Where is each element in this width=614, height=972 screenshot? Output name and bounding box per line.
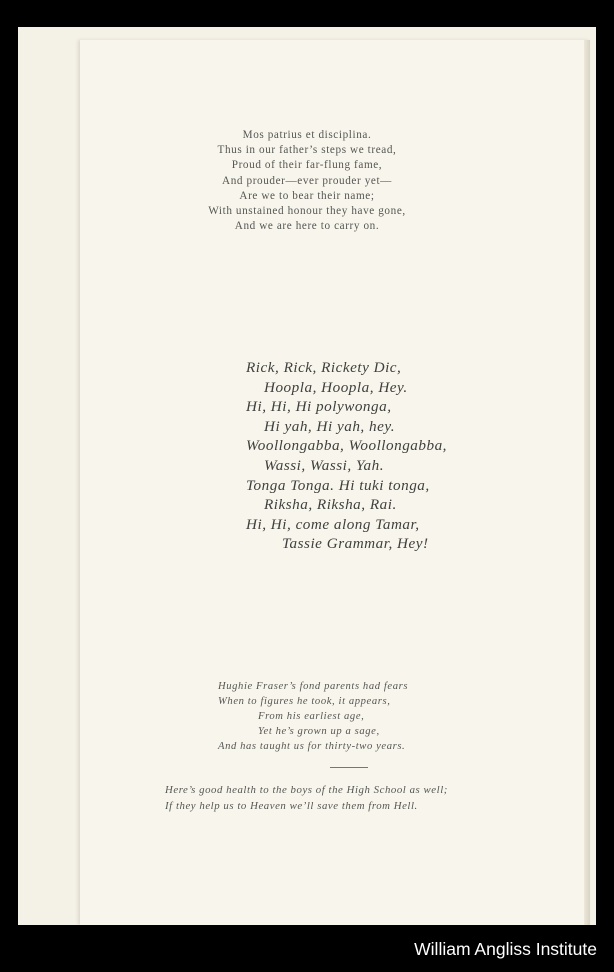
verse-line: Are we to bear their name;	[239, 189, 375, 202]
limerick-line: When to figures he took, it appears,	[218, 696, 391, 707]
chant-line: Hi, Hi, come along Tamar,	[246, 515, 420, 533]
verse-line: Proud of their far-flung fame,	[231, 159, 383, 172]
toast-line: If they help us to Heaven we’ll save them from Hell.	[165, 799, 418, 812]
chant-line: Riksha, Riksha, Rai.	[264, 496, 397, 514]
verse-line: And prouder—ever prouder yet—	[222, 174, 392, 187]
section-divider	[330, 767, 368, 768]
school-war-cry	[246, 358, 447, 554]
verse-line: Thus in our father’s steps we tread,	[217, 144, 397, 157]
limerick-verse	[218, 679, 408, 754]
verse-line: Mos patrius et disciplina.	[242, 129, 372, 141]
chant-line: Hoopla, Hoopla, Hey.	[264, 378, 408, 396]
chant-line: Rick, Rick, Rickety Dic,	[246, 359, 402, 376]
chant-line: Hi yah, Hi yah, hey.	[264, 417, 396, 435]
verse-line: With unstained honour they have gone,	[208, 205, 406, 218]
limerick-line: And has taught us for thirty-two years.	[218, 741, 406, 752]
limerick-line: Hughie Fraser’s fond parents had fears	[218, 681, 409, 692]
toast-line: Here’s good health to the boys of the High School as well;	[165, 784, 448, 796]
limerick-line: Yet he’s grown up a sage,	[258, 726, 380, 737]
limerick-line: From his earliest age,	[258, 711, 365, 722]
school-motto-verse	[18, 128, 596, 234]
chant-line: Tassie Grammar, Hey!	[282, 535, 429, 553]
scanned-page	[18, 27, 596, 925]
chant-line: Woollongabba, Woollongabba,	[246, 437, 447, 455]
chant-line: Hi, Hi, Hi polywonga,	[246, 398, 392, 416]
chant-line: Tonga Tonga. Hi tuki tonga,	[246, 476, 430, 494]
verse-line: And we are here to carry on.	[234, 220, 380, 233]
toast-couplet	[165, 783, 448, 815]
chant-line: Wassi, Wassi, Yah.	[264, 456, 385, 474]
institution-watermark: William Angliss Institute	[414, 939, 597, 959]
